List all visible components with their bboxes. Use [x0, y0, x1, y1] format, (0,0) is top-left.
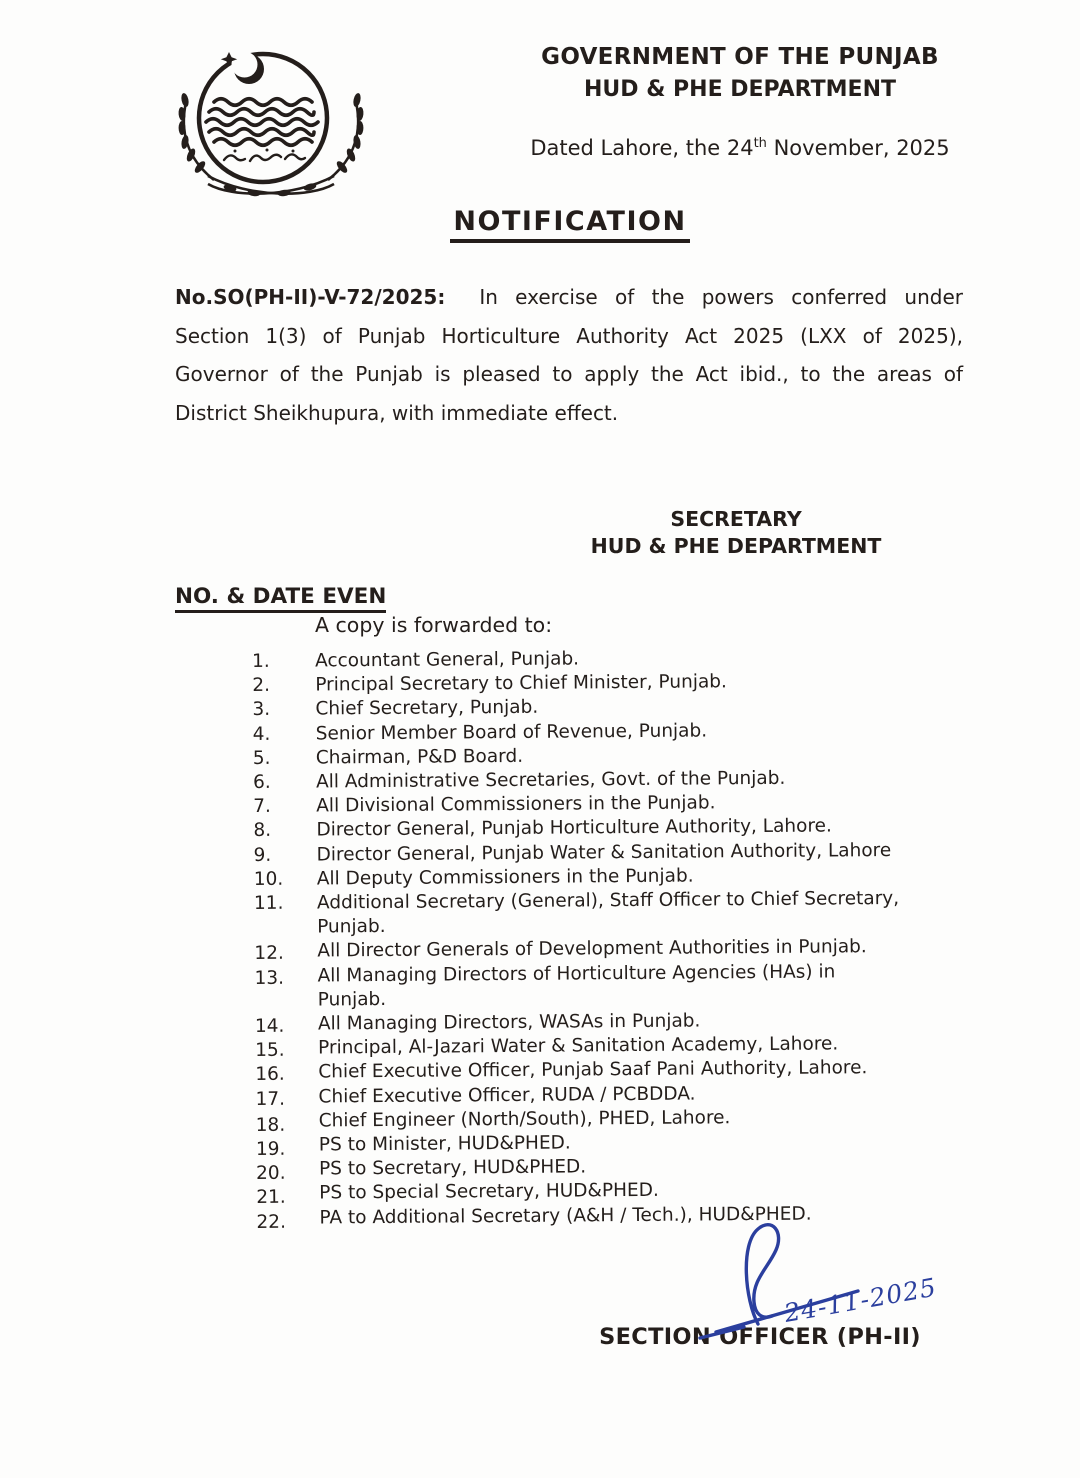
letterhead	[510, 44, 970, 160]
list-item: 20. PS to Secretary, HUD&PHED.	[256, 1156, 587, 1185]
list-item: 2. Principal Secretary to Chief Minister, Punjab.	[252, 671, 727, 697]
list-item: 3. Chief Secretary, Punjab.	[252, 697, 539, 721]
date-ordinal-superscript: th	[753, 136, 767, 151]
list-item: 17. Chief Executive Officer, RUDA / PCBDDA.	[255, 1083, 696, 1110]
body-line-3: Governor of the Punjab is pleased to apply the Act ibid., to the areas of	[175, 362, 963, 386]
org-name-line1: GOVERNMENT OF THE PUNJAB	[541, 44, 939, 70]
list-item: 15. Principal, Al-Jazari Water & Sanitation Academy, Lahore.	[255, 1033, 839, 1062]
list-item: 14. All Managing Directors, WASAs in Punjab.	[254, 1010, 701, 1038]
list-item: 4. Senior Member Board of Revenue, Punjab.	[252, 720, 708, 745]
signatory-title: SECRETARY	[670, 507, 802, 531]
list-item: 19. PS to Minister, HUD&PHED.	[255, 1132, 571, 1161]
list-item: 10. All Deputy Commissioners in the Punjab.	[253, 865, 694, 890]
list-item: 8. Director General, Punjab Horticulture Authority, Lahore.	[253, 815, 832, 842]
distribution-intro: A copy is forwarded to:	[315, 613, 553, 637]
distribution-heading: NO. & DATE EVEN	[175, 584, 386, 609]
handwritten-date: 24-11-2025	[782, 1272, 939, 1328]
list-item: 9. Director General, Punjab Water & Sanitation Authority, Lahore	[253, 839, 892, 866]
list-item: 13. All Managing Directors of Horticulture Agencies (HAs) in Punjab.	[254, 961, 836, 1011]
list-item: 5. Chairman, P&D Board.	[252, 745, 524, 769]
reference-number: No.SO(PH-II)-V-72/2025:	[175, 285, 446, 309]
document-title: NOTIFICATION	[450, 206, 689, 243]
distribution-list	[252, 644, 969, 1233]
body-line-1: No.SO(PH-II)-V-72/2025: In exercise of the powers conferred under	[175, 285, 963, 309]
list-item: 1. Accountant General, Punjab.	[252, 648, 580, 672]
list-item: 12. All Director Generals of Development Authorities in Punjab.	[254, 936, 867, 965]
list-item: 22. PA to Additional Secretary (A&H / Tech.), HUD&PHED.	[256, 1203, 812, 1233]
list-item: 18. Chief Engineer (North/South), PHED, Lahore.	[255, 1107, 731, 1136]
list-item: 7. All Divisional Commissioners in the Punjab.	[253, 792, 716, 818]
list-item: 21. PS to Special Secretary, HUD&PHED.	[256, 1180, 659, 1209]
org-name-line2: HUD & PHE DEPARTMENT	[584, 77, 896, 102]
notification-body	[175, 278, 963, 432]
document-date: Dated Lahore, the 24th November, 2025	[530, 136, 950, 160]
signatory-block	[558, 506, 914, 560]
punjab-crest-emblem-logo	[172, 38, 370, 206]
list-item: 11. Additional Secretary (General), Staff Officer to Chief Secretary, Punjab.	[253, 887, 900, 938]
body-line-4: District Sheikhupura, with immediate effect.	[175, 400, 619, 425]
section-officer-designation: SECTION OFFICER (PH-II)	[599, 1324, 921, 1350]
list-item: 6. All Administrative Secretaries, Govt. of the Punjab.	[252, 767, 786, 794]
body-line-2: Section 1(3) of Punjab Horticulture Authority Act 2025 (LXX of 2025),	[175, 323, 963, 348]
document-title-row	[175, 206, 965, 243]
signatory-department: HUD & PHE DEPARTMENT	[590, 534, 882, 558]
list-item: 16. Chief Executive Officer, Punjab Saaf Pani Authority, Lahore.	[255, 1057, 868, 1086]
